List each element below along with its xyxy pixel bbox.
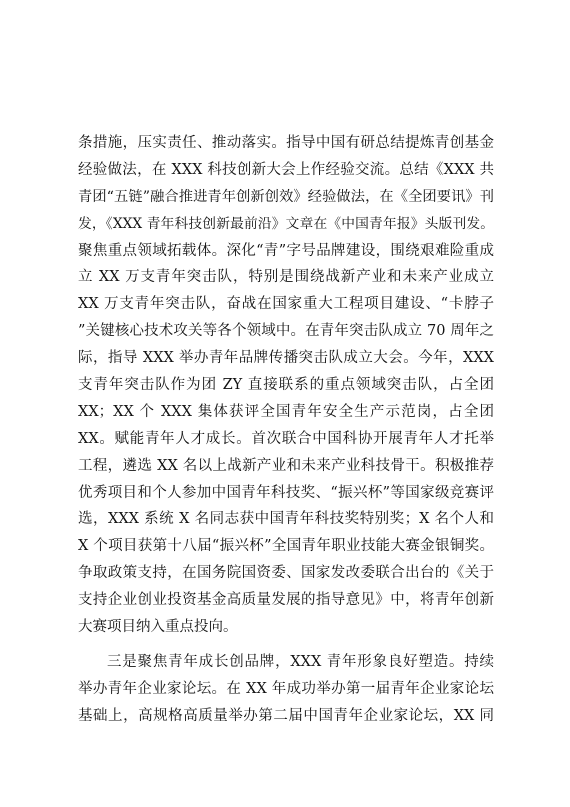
paragraph-gap (78, 641, 494, 649)
text-line: 选，XXX 系统 X 名同志获中国青年科技奖特别奖；X 名个人和 (78, 511, 494, 528)
text-line: 基础上，高规格高质量举办第二届中国青年企业家论坛，XX 同 (78, 707, 494, 724)
text-line: 立 XX 万支青年突击队，特别是围绕战新产业和未来产业成立 (78, 269, 494, 286)
text-line: 青团“五链”融合推进青年创新创效》经验做法，在《全团要讯》刊 (78, 188, 494, 205)
text-line: 发，《XXX 青年科技创新最前沿》文章在《中国青年报》头版刊发。 (78, 215, 494, 232)
text-line: X 个项目获第十八届“振兴杯”全国青年职业技能大赛金银铜奖。 (78, 538, 494, 555)
text-line: 支青年突击队作为团 ZY 直接联系的重点领域突击队，占全团 (78, 377, 494, 394)
text-line: 优秀项目和个人参加中国青年科技奖、“振兴杯”等国家级竞赛评 (78, 484, 494, 501)
text-line: 际，指导 XXX 举办青年品牌传播突击队成立大会。今年，XXX (78, 350, 494, 367)
text-line: 聚焦重点领域拓载体。深化“青”字号品牌建设，围绕艰难险重成 (78, 242, 494, 259)
text-line: XX；XX 个 XXX 集体获评全国青年安全生产示范岗，占全团 (78, 403, 494, 420)
text-line: 经验做法，在 XXX 科技创新大会上作经验交流。总结《XXX 共 (78, 161, 494, 178)
text-line: 争取政策支持，在国务院国资委、国家发改委联合出台的《关于 (78, 565, 494, 582)
text-line: 支持企业创业投资基金高质量发展的指导意见》中，将青年创新 (78, 592, 494, 609)
paragraph-2 (78, 649, 494, 730)
text-line: XX 万支青年突击队，奋战在国家重大工程项目建设、“卡脖子 (78, 296, 494, 313)
text-line: 工程，遴选 XX 名以上战新产业和未来产业科技骨干。积极推荐 (78, 457, 494, 474)
text-line: 条措施，压实责任、推动落实。指导中国有研总结提炼青创基金 (78, 135, 494, 151)
text-line: 举办青年企业家论坛。在 XX 年成功举办第一届青年企业家论坛 (78, 680, 494, 697)
text-line: 三是聚焦青年成长创品牌，XXX 青年形象良好塑造。持续 (107, 653, 494, 670)
text-line: XX。赋能青年人才成长。首次联合中国科协开展青年人才托举 (78, 430, 494, 447)
text-line: ”关键核心技术攻关等各个领域中。在青年突击队成立 70 周年之 (78, 323, 494, 340)
paragraph-1 (78, 130, 494, 641)
body-text (78, 130, 494, 730)
text-line: 大赛项目纳入重点投向。 (78, 619, 238, 636)
